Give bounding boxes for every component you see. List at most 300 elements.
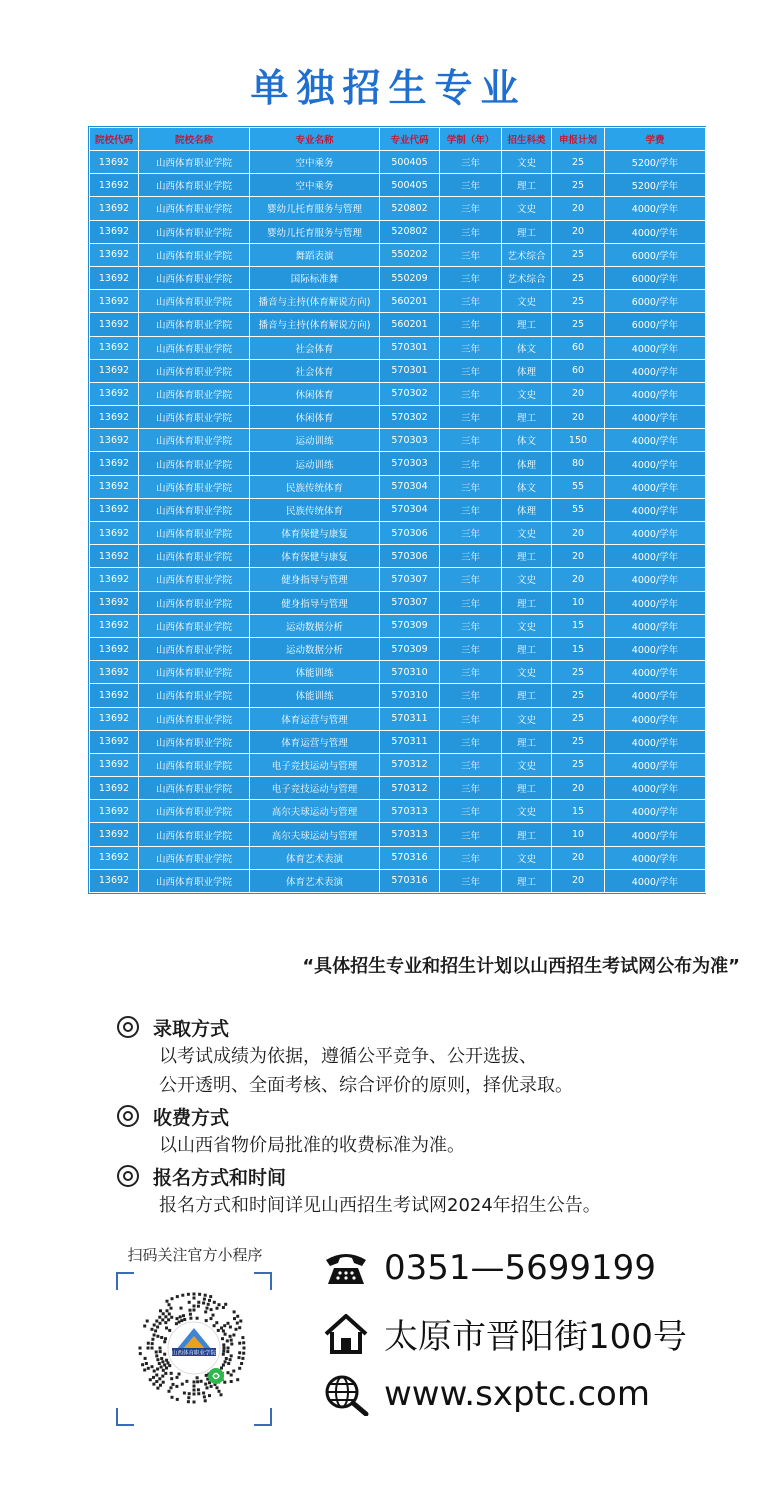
table-cell: 休闲体育 — [250, 406, 380, 429]
table-cell: 13692 — [90, 266, 139, 289]
table-cell: 25 — [552, 707, 605, 730]
table-cell: 社会体育 — [250, 336, 380, 359]
table-cell: 4000/学年 — [605, 591, 706, 614]
table-cell: 550202 — [380, 243, 440, 266]
table-cell: 13692 — [90, 637, 139, 660]
table-cell: 20 — [552, 846, 605, 869]
table-cell: 20 — [552, 777, 605, 800]
table-cell: 60 — [552, 336, 605, 359]
table-cell: 25 — [552, 661, 605, 684]
table-cell: 理工 — [502, 869, 552, 892]
globe-search-icon — [322, 1372, 370, 1416]
table-cell: 570306 — [380, 545, 440, 568]
table-row — [90, 382, 706, 405]
table-row — [90, 475, 706, 498]
table-cell: 4000/学年 — [605, 359, 706, 382]
table-cell: 13692 — [90, 243, 139, 266]
table-cell: 13692 — [90, 777, 139, 800]
table-cell: 休闲体育 — [250, 382, 380, 405]
table-row — [90, 429, 706, 452]
table-row — [90, 197, 706, 220]
table-cell: 三年 — [440, 290, 502, 313]
table-cell: 4000/学年 — [605, 661, 706, 684]
table-row — [90, 313, 706, 336]
table-cell: 4000/学年 — [605, 197, 706, 220]
table-cell: 山西体育职业学院 — [139, 730, 250, 753]
table-cell: 4000/学年 — [605, 498, 706, 521]
table-cell: 三年 — [440, 823, 502, 846]
table-cell: 13692 — [90, 174, 139, 197]
contact-address — [322, 1309, 687, 1358]
table-cell: 4000/学年 — [605, 336, 706, 359]
table-cell: 体理 — [502, 359, 552, 382]
table-cell: 三年 — [440, 614, 502, 637]
table-cell: 山西体育职业学院 — [139, 753, 250, 776]
table-cell: 三年 — [440, 359, 502, 382]
table-cell: 570316 — [380, 846, 440, 869]
table-cell: 520802 — [380, 197, 440, 220]
table-cell: 25 — [552, 730, 605, 753]
column-header: 院校名称 — [139, 128, 250, 151]
table-cell: 山西体育职业学院 — [139, 800, 250, 823]
table-cell: 4000/学年 — [605, 568, 706, 591]
table-cell: 570302 — [380, 406, 440, 429]
table-cell: 570304 — [380, 498, 440, 521]
table-row — [90, 661, 706, 684]
table-row — [90, 823, 706, 846]
section-fee-method — [117, 1101, 465, 1160]
table-cell: 文史 — [502, 151, 552, 174]
table-cell: 13692 — [90, 591, 139, 614]
table-row — [90, 174, 706, 197]
table-row — [90, 243, 706, 266]
table-cell: 国际标准舞 — [250, 266, 380, 289]
table-cell: 570309 — [380, 614, 440, 637]
table-cell: 4000/学年 — [605, 753, 706, 776]
table-cell: 570303 — [380, 452, 440, 475]
table-cell: 570312 — [380, 753, 440, 776]
table-cell: 体育保健与康复 — [250, 522, 380, 545]
table-cell: 4000/学年 — [605, 429, 706, 452]
table-cell: 500405 — [380, 151, 440, 174]
table-cell: 体育运营与管理 — [250, 730, 380, 753]
table-cell: 文史 — [502, 753, 552, 776]
table-cell: 山西体育职业学院 — [139, 661, 250, 684]
table-cell: 4000/学年 — [605, 475, 706, 498]
table-cell: 13692 — [90, 359, 139, 382]
table-cell: 电子竞技运动与管理 — [250, 753, 380, 776]
table-cell: 10 — [552, 823, 605, 846]
table-row — [90, 522, 706, 545]
table-cell: 理工 — [502, 545, 552, 568]
table-cell: 520802 — [380, 220, 440, 243]
table-cell: 4000/学年 — [605, 382, 706, 405]
table-cell: 艺术综合 — [502, 243, 552, 266]
table-cell: 三年 — [440, 197, 502, 220]
table-cell: 理工 — [502, 591, 552, 614]
qr-logo-text: 山西体育职业学院 — [171, 1350, 217, 1357]
table-cell: 文史 — [502, 614, 552, 637]
table-cell: 婴幼儿托育服务与管理 — [250, 197, 380, 220]
table-cell: 6000/学年 — [605, 243, 706, 266]
table-cell: 高尔夫球运动与管理 — [250, 823, 380, 846]
table-cell: 理工 — [502, 406, 552, 429]
table-cell: 13692 — [90, 707, 139, 730]
table-cell: 理工 — [502, 777, 552, 800]
table-cell: 山西体育职业学院 — [139, 174, 250, 197]
table-cell: 570301 — [380, 336, 440, 359]
table-cell: 三年 — [440, 313, 502, 336]
column-header: 专业名称 — [250, 128, 380, 151]
table-cell: 山西体育职业学院 — [139, 591, 250, 614]
circle-bullet-icon — [117, 1105, 139, 1127]
table-cell: 6000/学年 — [605, 290, 706, 313]
table-cell: 570312 — [380, 777, 440, 800]
table-cell: 13692 — [90, 220, 139, 243]
table-cell: 山西体育职业学院 — [139, 475, 250, 498]
table-cell: 570309 — [380, 637, 440, 660]
table-cell: 4000/学年 — [605, 707, 706, 730]
table-cell: 山西体育职业学院 — [139, 498, 250, 521]
table-cell: 三年 — [440, 684, 502, 707]
table-cell: 13692 — [90, 475, 139, 498]
table-cell: 民族传统体育 — [250, 475, 380, 498]
table-cell: 55 — [552, 498, 605, 521]
table-cell: 4000/学年 — [605, 846, 706, 869]
table-cell: 三年 — [440, 452, 502, 475]
table-cell: 4000/学年 — [605, 220, 706, 243]
table-cell: 高尔夫球运动与管理 — [250, 800, 380, 823]
table-cell: 社会体育 — [250, 359, 380, 382]
table-cell: 理工 — [502, 174, 552, 197]
section-line: 公开透明、全面考核、综合评价的原则，择优录取。 — [159, 1075, 573, 1096]
table-cell: 13692 — [90, 846, 139, 869]
table-cell: 山西体育职业学院 — [139, 846, 250, 869]
table-cell: 三年 — [440, 336, 502, 359]
table-row — [90, 220, 706, 243]
table-cell: 三年 — [440, 591, 502, 614]
section-heading: 录取方式 — [153, 1017, 230, 1040]
table-cell: 民族传统体育 — [250, 498, 380, 521]
table-cell: 空中乘务 — [250, 174, 380, 197]
table-cell: 25 — [552, 684, 605, 707]
table-cell: 山西体育职业学院 — [139, 777, 250, 800]
table-cell: 13692 — [90, 730, 139, 753]
table-cell: 20 — [552, 545, 605, 568]
table-cell: 山西体育职业学院 — [139, 382, 250, 405]
table-row — [90, 266, 706, 289]
table-cell: 20 — [552, 220, 605, 243]
table-cell: 三年 — [440, 498, 502, 521]
table-cell: 三年 — [440, 707, 502, 730]
circle-bullet-icon — [117, 1016, 139, 1038]
table-cell: 理工 — [502, 220, 552, 243]
table-row — [90, 684, 706, 707]
table-row — [90, 359, 706, 382]
table-cell: 运动训练 — [250, 429, 380, 452]
table-cell: 4000/学年 — [605, 406, 706, 429]
table-cell: 山西体育职业学院 — [139, 545, 250, 568]
table-cell: 13692 — [90, 614, 139, 637]
table-cell: 健身指导与管理 — [250, 591, 380, 614]
table-cell: 文史 — [502, 846, 552, 869]
table-cell: 运动数据分析 — [250, 614, 380, 637]
table-row — [90, 869, 706, 892]
table-cell: 山西体育职业学院 — [139, 614, 250, 637]
column-header: 专业代码 — [380, 128, 440, 151]
table-cell: 570301 — [380, 359, 440, 382]
table-cell: 三年 — [440, 174, 502, 197]
table-cell: 570307 — [380, 568, 440, 591]
table-cell: 山西体育职业学院 — [139, 452, 250, 475]
table-cell: 500405 — [380, 174, 440, 197]
table-cell: 三年 — [440, 730, 502, 753]
table-cell: 13692 — [90, 151, 139, 174]
table-cell: 三年 — [440, 266, 502, 289]
table-cell: 山西体育职业学院 — [139, 522, 250, 545]
table-cell: 文史 — [502, 382, 552, 405]
table-cell: 570302 — [380, 382, 440, 405]
table-cell: 三年 — [440, 220, 502, 243]
table-cell: 体能训练 — [250, 661, 380, 684]
table-row — [90, 545, 706, 568]
table-row — [90, 637, 706, 660]
column-header: 学费 — [605, 128, 706, 151]
house-icon — [322, 1312, 370, 1356]
table-cell: 570306 — [380, 522, 440, 545]
table-cell: 4000/学年 — [605, 614, 706, 637]
disclaimer-note: “具体招生专业和招生计划以山西招生考试网公布为准” — [302, 956, 740, 977]
table-cell: 4000/学年 — [605, 730, 706, 753]
table-cell: 560201 — [380, 290, 440, 313]
table-cell: 80 — [552, 452, 605, 475]
table-cell: 560201 — [380, 313, 440, 336]
table-row — [90, 591, 706, 614]
table-cell: 570311 — [380, 730, 440, 753]
table-cell: 20 — [552, 197, 605, 220]
table-cell: 山西体育职业学院 — [139, 197, 250, 220]
table-cell: 健身指导与管理 — [250, 568, 380, 591]
table-cell: 三年 — [440, 475, 502, 498]
table-cell: 体文 — [502, 429, 552, 452]
table-cell: 10 — [552, 591, 605, 614]
section-registration — [117, 1161, 601, 1220]
table-cell: 25 — [552, 243, 605, 266]
table-cell: 15 — [552, 637, 605, 660]
table-cell: 570310 — [380, 684, 440, 707]
table-cell: 体育艺术表演 — [250, 846, 380, 869]
table-cell: 婴幼儿托育服务与管理 — [250, 220, 380, 243]
table-row — [90, 846, 706, 869]
table-row — [90, 498, 706, 521]
website-url: www.sxptc.com — [384, 1374, 650, 1414]
table-cell: 25 — [552, 266, 605, 289]
table-cell: 13692 — [90, 429, 139, 452]
table-cell: 三年 — [440, 869, 502, 892]
table-cell: 20 — [552, 406, 605, 429]
contact-website[interactable] — [322, 1372, 650, 1416]
circle-bullet-icon — [117, 1165, 139, 1187]
table-cell: 体理 — [502, 452, 552, 475]
table-cell: 三年 — [440, 777, 502, 800]
table-cell: 文史 — [502, 707, 552, 730]
table-row — [90, 151, 706, 174]
table-header-row — [90, 128, 706, 151]
table-row — [90, 777, 706, 800]
table-cell: 13692 — [90, 406, 139, 429]
table-cell: 三年 — [440, 429, 502, 452]
table-body — [90, 151, 706, 893]
table-cell: 20 — [552, 522, 605, 545]
table-cell: 4000/学年 — [605, 823, 706, 846]
column-header: 招生科类 — [502, 128, 552, 151]
section-admission-method — [117, 1012, 573, 1100]
contact-phone[interactable] — [322, 1246, 656, 1290]
table-cell: 体文 — [502, 475, 552, 498]
table-cell: 三年 — [440, 522, 502, 545]
table-cell: 13692 — [90, 498, 139, 521]
table-cell: 13692 — [90, 545, 139, 568]
mini-program-qr-code[interactable] — [134, 1288, 254, 1408]
table-cell: 山西体育职业学院 — [139, 313, 250, 336]
table-cell: 三年 — [440, 753, 502, 776]
section-line: 以山西省物价局批准的收费标准为准。 — [159, 1135, 465, 1156]
table-cell: 运动训练 — [250, 452, 380, 475]
table-cell: 4000/学年 — [605, 869, 706, 892]
column-header: 申报计划 — [552, 128, 605, 151]
table-cell: 山西体育职业学院 — [139, 684, 250, 707]
table-cell: 山西体育职业学院 — [139, 290, 250, 313]
table-cell: 15 — [552, 614, 605, 637]
table-cell: 文史 — [502, 290, 552, 313]
table-cell: 理工 — [502, 730, 552, 753]
table-cell: 150 — [552, 429, 605, 452]
table-cell: 山西体育职业学院 — [139, 568, 250, 591]
table-cell: 13692 — [90, 753, 139, 776]
table-cell: 4000/学年 — [605, 545, 706, 568]
table-row — [90, 336, 706, 359]
table-cell: 三年 — [440, 800, 502, 823]
table-cell: 13692 — [90, 290, 139, 313]
table-cell: 4000/学年 — [605, 522, 706, 545]
table-cell: 55 — [552, 475, 605, 498]
table-row — [90, 800, 706, 823]
table-cell: 570313 — [380, 800, 440, 823]
table-cell: 25 — [552, 174, 605, 197]
table-row — [90, 290, 706, 313]
table-row — [90, 452, 706, 475]
table-cell: 三年 — [440, 382, 502, 405]
table-cell: 艺术综合 — [502, 266, 552, 289]
table-cell: 6000/学年 — [605, 313, 706, 336]
table-cell: 4000/学年 — [605, 452, 706, 475]
table-cell: 文史 — [502, 568, 552, 591]
table-cell: 13692 — [90, 869, 139, 892]
table-cell: 山西体育职业学院 — [139, 359, 250, 382]
table-cell: 空中乘务 — [250, 151, 380, 174]
table-cell: 5200/学年 — [605, 174, 706, 197]
table-cell: 570316 — [380, 869, 440, 892]
table-cell: 体能训练 — [250, 684, 380, 707]
table-cell: 三年 — [440, 846, 502, 869]
table-cell: 体理 — [502, 498, 552, 521]
table-cell: 13692 — [90, 823, 139, 846]
section-heading: 报名方式和时间 — [153, 1166, 287, 1189]
table-cell: 理工 — [502, 637, 552, 660]
table-cell: 文史 — [502, 197, 552, 220]
table-row — [90, 406, 706, 429]
table-cell: 体文 — [502, 336, 552, 359]
table-cell: 570307 — [380, 591, 440, 614]
table-row — [90, 614, 706, 637]
table-cell: 山西体育职业学院 — [139, 243, 250, 266]
table-cell: 570313 — [380, 823, 440, 846]
table-cell: 13692 — [90, 684, 139, 707]
table-cell: 播音与主持(体育解说方向) — [250, 313, 380, 336]
table-cell: 山西体育职业学院 — [139, 869, 250, 892]
table-cell: 电子竞技运动与管理 — [250, 777, 380, 800]
table-cell: 25 — [552, 151, 605, 174]
table-cell: 20 — [552, 382, 605, 405]
table-cell: 三年 — [440, 545, 502, 568]
table-cell: 13692 — [90, 313, 139, 336]
table-cell: 三年 — [440, 151, 502, 174]
table-cell: 570303 — [380, 429, 440, 452]
table-cell: 25 — [552, 313, 605, 336]
table-cell: 三年 — [440, 661, 502, 684]
table-cell: 理工 — [502, 313, 552, 336]
table-cell: 570304 — [380, 475, 440, 498]
qr-code-frame[interactable] — [116, 1272, 272, 1426]
table-cell: 三年 — [440, 568, 502, 591]
table-cell: 15 — [552, 800, 605, 823]
table-cell: 13692 — [90, 382, 139, 405]
section-line: 报名方式和时间详见山西招生考试网2024年招生公告。 — [159, 1195, 601, 1216]
phone-icon — [322, 1246, 370, 1290]
table-cell: 20 — [552, 568, 605, 591]
table-cell: 山西体育职业学院 — [139, 637, 250, 660]
column-header: 院校代码 — [90, 128, 139, 151]
table-cell: 文史 — [502, 661, 552, 684]
table-cell: 文史 — [502, 800, 552, 823]
table-row — [90, 707, 706, 730]
table-row — [90, 568, 706, 591]
table-cell: 体育艺术表演 — [250, 869, 380, 892]
section-heading: 收费方式 — [153, 1106, 230, 1129]
table-cell: 山西体育职业学院 — [139, 220, 250, 243]
table-cell: 25 — [552, 753, 605, 776]
table-cell: 山西体育职业学院 — [139, 707, 250, 730]
table-cell: 舞蹈表演 — [250, 243, 380, 266]
table-cell: 60 — [552, 359, 605, 382]
table-cell: 播音与主持(体育解说方向) — [250, 290, 380, 313]
table-cell: 理工 — [502, 823, 552, 846]
table-cell: 13692 — [90, 197, 139, 220]
admission-table — [88, 126, 706, 894]
table-cell: 体育保健与康复 — [250, 545, 380, 568]
page-title: 单独招生专业 — [250, 66, 527, 110]
table-cell: 山西体育职业学院 — [139, 266, 250, 289]
table-cell: 570311 — [380, 707, 440, 730]
table-cell: 570310 — [380, 661, 440, 684]
table-cell: 运动数据分析 — [250, 637, 380, 660]
table-cell: 6000/学年 — [605, 266, 706, 289]
table-cell: 4000/学年 — [605, 684, 706, 707]
table-cell: 三年 — [440, 406, 502, 429]
qr-caption: 扫码关注官方小程序 — [127, 1246, 263, 1264]
table-cell: 5200/学年 — [605, 151, 706, 174]
table-cell: 550209 — [380, 266, 440, 289]
